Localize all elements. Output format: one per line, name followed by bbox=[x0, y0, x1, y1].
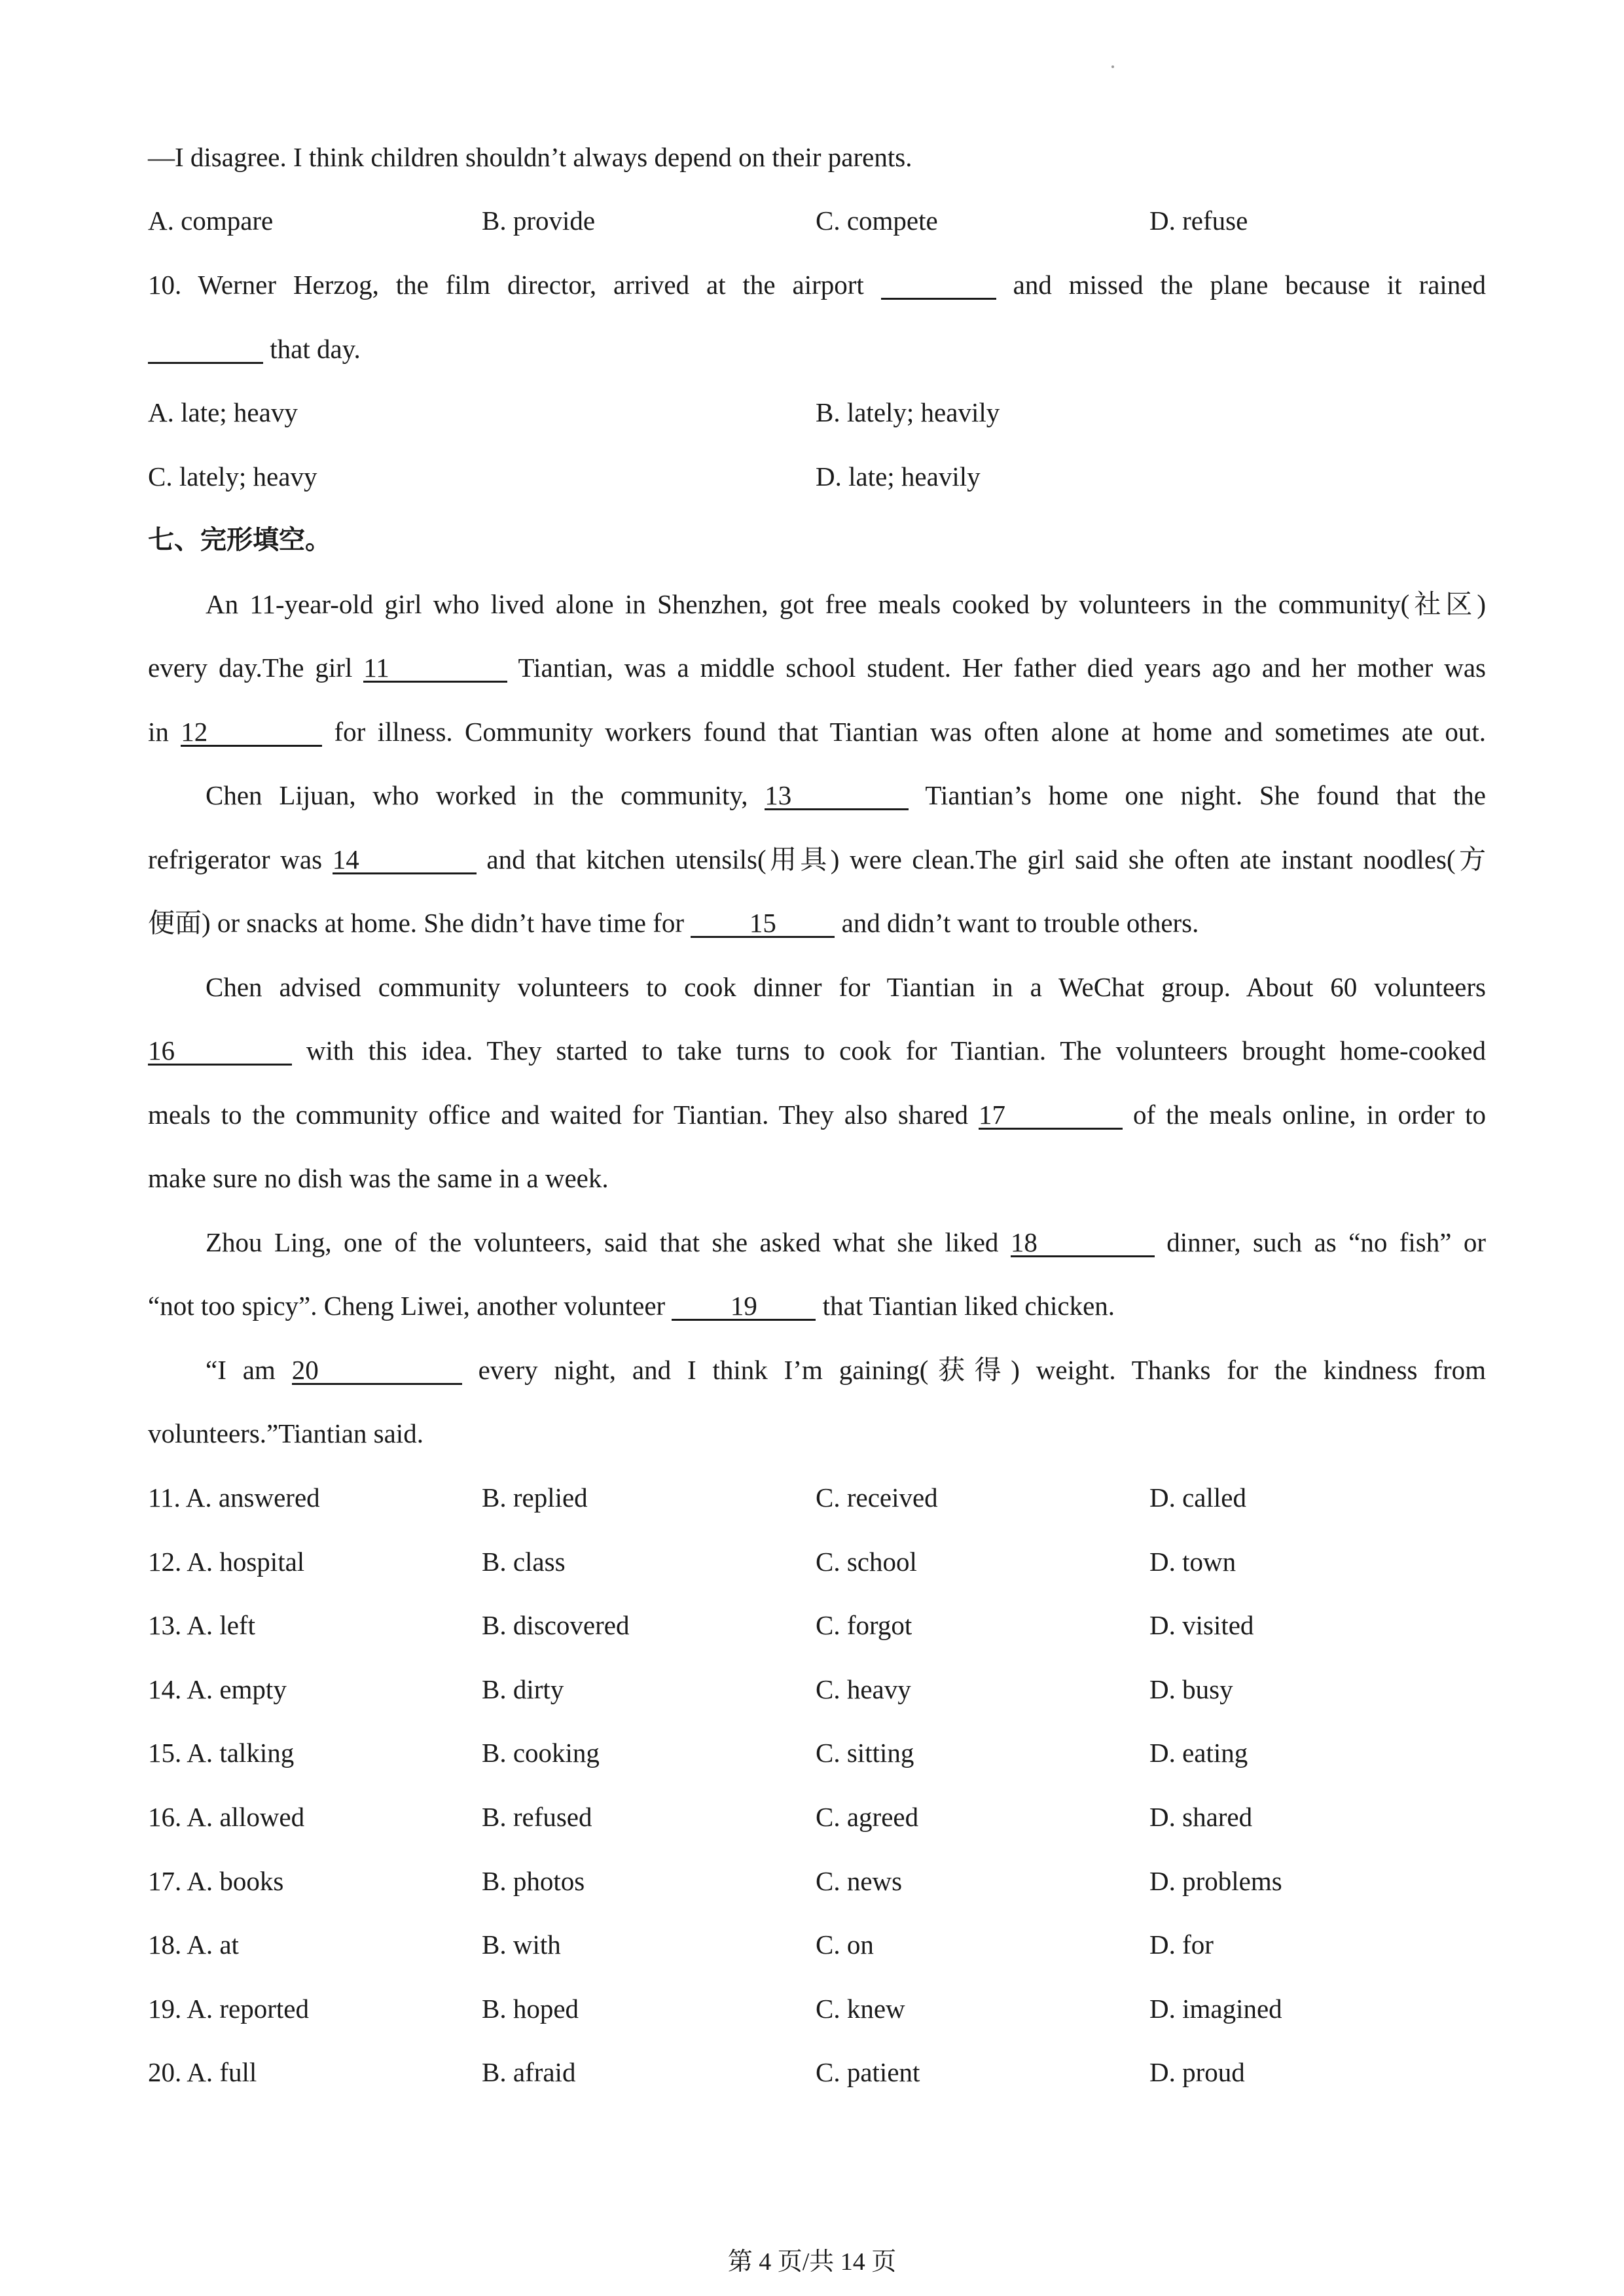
passage-p4-line1 bbox=[206, 1226, 1486, 1259]
question-19-option-d: D. imagined bbox=[1149, 1993, 1282, 2024]
question-13-option-b: B. discovered bbox=[482, 1610, 630, 1641]
text-segment: “not too spicy”. Cheng Liwei, another volunteer bbox=[148, 1291, 666, 1321]
blank-16: 16 bbox=[148, 1037, 292, 1066]
question-15-option-c: C. sitting bbox=[816, 1738, 914, 1768]
text-segment: and that kitchen utensils(用具) were clean.The girl said she often ate instant noodles(方 bbox=[486, 844, 1487, 874]
question-17-option-c: C. news bbox=[816, 1865, 903, 1896]
blank-19: 19 bbox=[672, 1293, 816, 1321]
question-18-option-b: B. with bbox=[482, 1929, 561, 1960]
question-12-option-d: D. town bbox=[1149, 1546, 1236, 1577]
q9-option-c: C. compete bbox=[816, 206, 938, 236]
question-18-option-a: 18. A. at bbox=[148, 1929, 239, 1960]
question-15-option-a: 15. A. talking bbox=[148, 1738, 295, 1768]
q9-option-a: A. compare bbox=[148, 206, 274, 236]
question-13-option-c: C. forgot bbox=[816, 1610, 912, 1641]
text-segment: that Tiantian liked chicken. bbox=[822, 1291, 1115, 1321]
question-16-option-d: D. shared bbox=[1149, 1802, 1253, 1832]
passage-p2-line3 bbox=[148, 906, 1486, 939]
question-14-option-b: B. dirty bbox=[482, 1674, 564, 1704]
question-12-option-c: C. school bbox=[816, 1546, 917, 1577]
passage-p2-line2 bbox=[148, 843, 1486, 876]
text-segment: dinner, such as “no fish” or bbox=[1166, 1227, 1486, 1257]
question-15-option-d: D. eating bbox=[1149, 1738, 1248, 1768]
passage-p1-line3 bbox=[148, 715, 1486, 748]
question-17-option-b: B. photos bbox=[482, 1865, 585, 1896]
question-18-option-d: D. for bbox=[1149, 1929, 1214, 1960]
question-17-option-a: 17. A. books bbox=[148, 1865, 284, 1896]
passage-p5-line2: volunteers.”Tiantian said. bbox=[148, 1418, 424, 1448]
q10-option-d: D. late; heavily bbox=[816, 461, 981, 492]
q10-stem-line2 bbox=[148, 332, 1486, 365]
text-segment: Tiantian’s home one night. She found that the bbox=[925, 780, 1486, 810]
text-segment: Chen Lijuan, who worked in the community, bbox=[206, 780, 748, 810]
question-15-option-b: B. cooking bbox=[482, 1738, 600, 1768]
blank-17: 17 bbox=[979, 1102, 1123, 1130]
passage-p1-line1: An 11-year-old girl who lived alone in Shenzhen, got free meals cooked by volunteers in the community(社区) bbox=[206, 589, 1486, 619]
question-16-option-a: 16. A. allowed bbox=[148, 1802, 305, 1832]
scan-dot bbox=[1111, 65, 1114, 68]
text-segment: “I am bbox=[206, 1355, 276, 1385]
blank-13: 13 bbox=[765, 782, 909, 810]
question-14-option-a: 14. A. empty bbox=[148, 1674, 287, 1704]
q10-stem-part1: 10. Werner Herzog, the film director, arrived at the airport bbox=[148, 270, 864, 300]
blank-12: 12 bbox=[181, 719, 322, 747]
text-segment: every night, and I think I’m gaining(获得) weight. Thanks for the kindness from bbox=[478, 1355, 1486, 1385]
q10-option-a: A. late; heavy bbox=[148, 397, 298, 427]
question-17-option-d: D. problems bbox=[1149, 1865, 1282, 1896]
text-segment: meals to the community office and waited for Tiantian. They also shared bbox=[148, 1100, 968, 1130]
text-segment: refrigerator was bbox=[148, 844, 323, 874]
q10-option-b: B. lately; heavily bbox=[816, 397, 1000, 427]
question-20-option-a: 20. A. full bbox=[148, 2057, 257, 2088]
question-16-option-c: C. agreed bbox=[816, 1802, 919, 1832]
passage-p3-line2 bbox=[148, 1034, 1486, 1067]
question-20-option-b: B. afraid bbox=[482, 2057, 576, 2088]
q10-blank-2 bbox=[148, 336, 263, 364]
text-segment: Zhou Ling, one of the volunteers, said that she asked what she liked bbox=[206, 1227, 999, 1257]
passage-p3-line3 bbox=[148, 1098, 1486, 1131]
question-19-option-c: C. knew bbox=[816, 1993, 905, 2024]
question-11-option-a: 11. A. answered bbox=[148, 1482, 320, 1513]
blank-11: 11 bbox=[363, 655, 507, 683]
q10-stem-line1 bbox=[148, 268, 1486, 301]
section-title: 七、完形填空。 bbox=[148, 525, 331, 555]
passage-p3-line1: Chen advised community volunteers to cook dinner for Tiantian in a WeChat group. About 60 volunteers bbox=[206, 972, 1486, 1002]
question-16-option-b: B. refused bbox=[482, 1802, 592, 1832]
question-20-option-d: D. proud bbox=[1149, 2057, 1245, 2088]
passage-p2-line1 bbox=[206, 779, 1486, 812]
question-11-option-b: B. replied bbox=[482, 1482, 588, 1513]
question-19-option-a: 19. A. reported bbox=[148, 1993, 309, 2024]
q9-reply: —I disagree. I think children shouldn’t always depend on their parents. bbox=[148, 142, 912, 172]
q9-option-b: B. provide bbox=[482, 206, 596, 236]
blank-15: 15 bbox=[691, 910, 835, 938]
q10-stem-part3: that day. bbox=[270, 334, 361, 364]
question-12-option-a: 12. A. hospital bbox=[148, 1546, 305, 1577]
passage-p4-line2 bbox=[148, 1289, 1486, 1322]
passage-p5-line1 bbox=[206, 1354, 1486, 1386]
page-footer: 第 4 页/共 14 页 bbox=[727, 2248, 897, 2276]
question-13-option-d: D. visited bbox=[1149, 1610, 1254, 1641]
q10-stem-part2: and missed the plane because it rained bbox=[1013, 270, 1487, 300]
passage-p3-line4: make sure no dish was the same in a week. bbox=[148, 1163, 609, 1193]
question-11-option-d: D. called bbox=[1149, 1482, 1246, 1513]
passage-p1-line2 bbox=[148, 651, 1486, 684]
blank-14: 14 bbox=[333, 846, 477, 874]
question-14-option-c: C. heavy bbox=[816, 1674, 911, 1704]
text-segment: in bbox=[148, 717, 169, 747]
text-segment: every day.The girl bbox=[148, 653, 353, 683]
question-14-option-d: D. busy bbox=[1149, 1674, 1233, 1704]
question-12-option-b: B. class bbox=[482, 1546, 566, 1577]
blank-20: 20 bbox=[292, 1357, 462, 1385]
text-segment: for illness. Community workers found that Tiantian was often alone at home and sometimes ate out. bbox=[334, 717, 1486, 747]
question-19-option-b: B. hoped bbox=[482, 1993, 579, 2024]
text-segment: Tiantian, was a middle school student. Her father died years ago and her mother was bbox=[518, 653, 1487, 683]
text-segment: with this idea. They started to take turns to cook for Tiantian. The volunteers brought home-cooked bbox=[306, 1035, 1487, 1066]
question-13-option-a: 13. A. left bbox=[148, 1610, 255, 1641]
q10-option-c: C. lately; heavy bbox=[148, 461, 317, 492]
text-segment: 便面) or snacks at home. She didn’t have time for bbox=[148, 908, 685, 938]
q9-option-d: D. refuse bbox=[1149, 206, 1248, 236]
q10-blank-1 bbox=[881, 272, 996, 300]
text-segment: of the meals online, in order to bbox=[1133, 1100, 1487, 1130]
question-11-option-c: C. received bbox=[816, 1482, 938, 1513]
blank-18: 18 bbox=[1011, 1229, 1155, 1257]
question-18-option-c: C. on bbox=[816, 1929, 874, 1960]
question-20-option-c: C. patient bbox=[816, 2057, 920, 2088]
text-segment: and didn’t want to trouble others. bbox=[841, 908, 1199, 938]
